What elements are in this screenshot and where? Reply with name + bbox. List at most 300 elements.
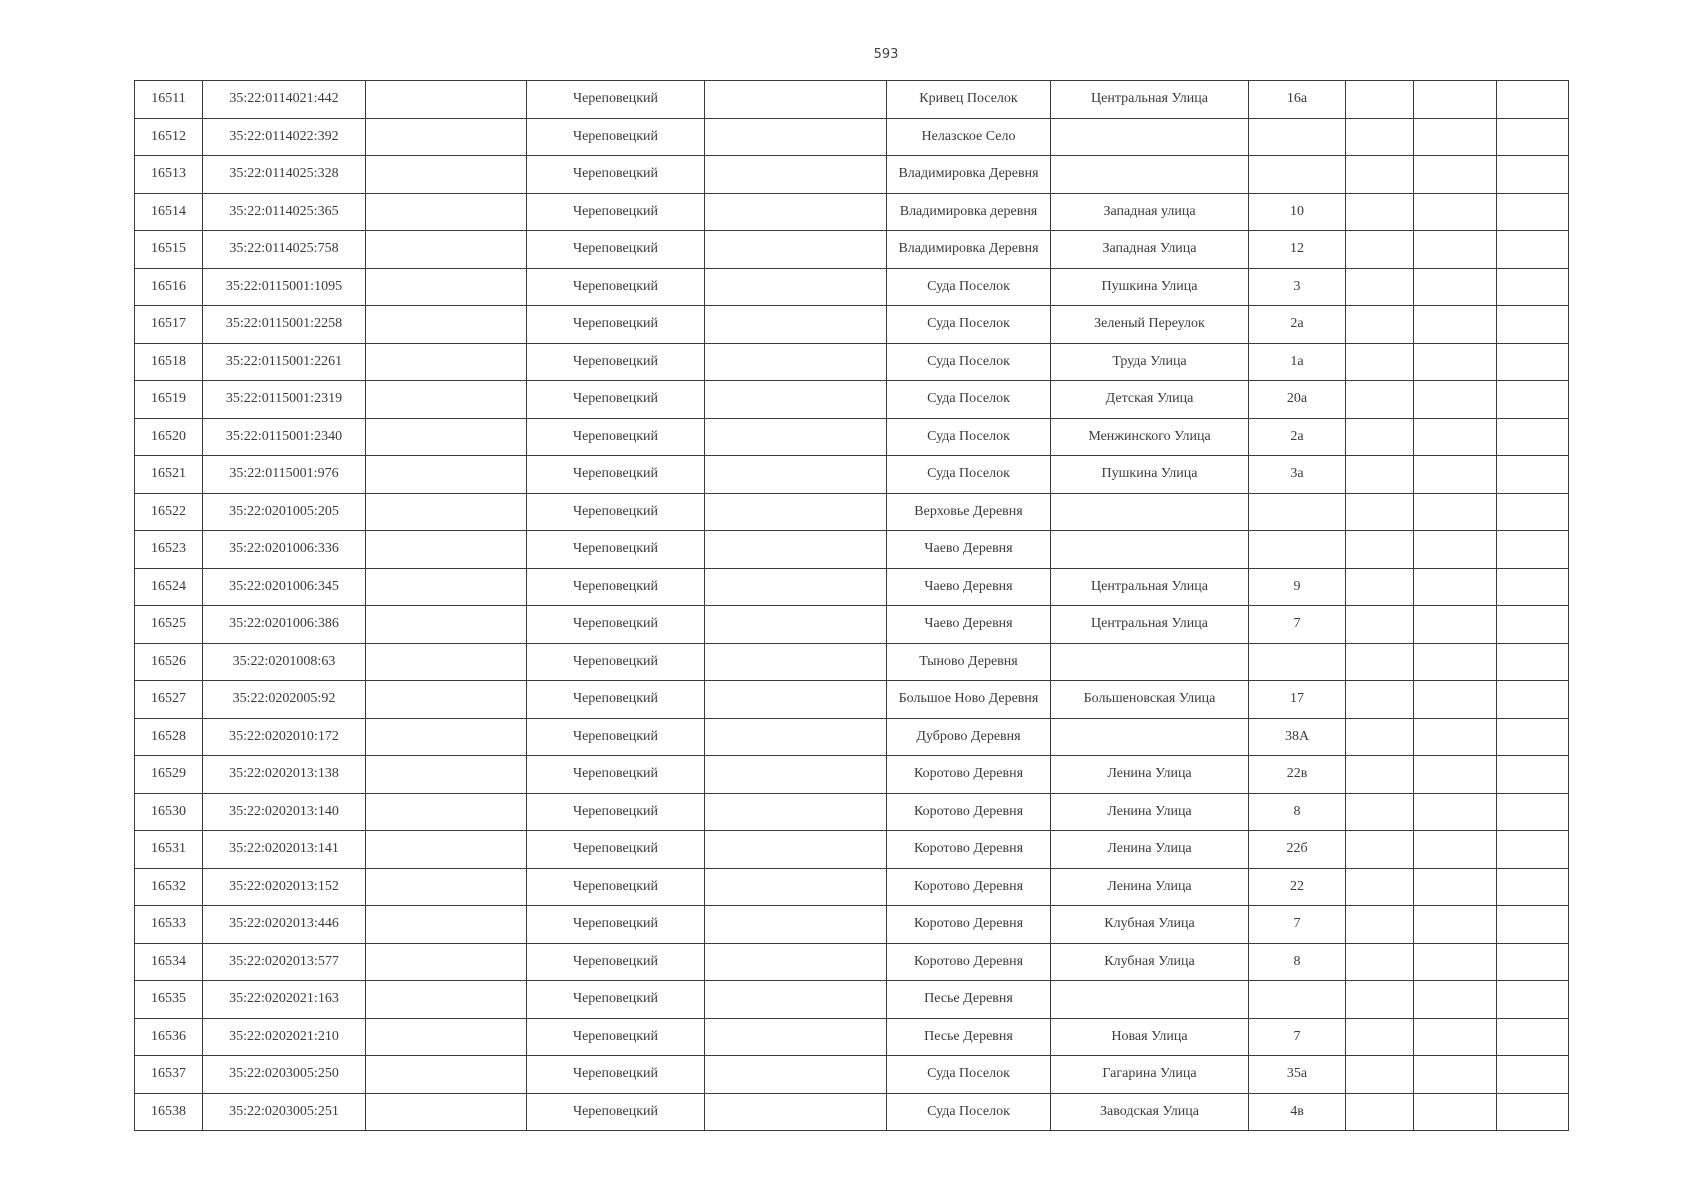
cell-locality: Суда Поселок xyxy=(887,381,1051,419)
cell-house: 9 xyxy=(1249,568,1346,606)
cell-empty xyxy=(1346,681,1414,719)
cell-street: Заводская Улица xyxy=(1051,1093,1249,1131)
cell-locality: Коротово Деревня xyxy=(887,868,1051,906)
cell-district: Череповецкий xyxy=(527,1093,705,1131)
cell-street xyxy=(1051,981,1249,1019)
cell-empty xyxy=(1497,1018,1569,1056)
cell-row-number: 16511 xyxy=(135,81,203,119)
cell-empty xyxy=(1346,156,1414,194)
cell-street xyxy=(1051,156,1249,194)
cell-locality: Чаево Деревня xyxy=(887,568,1051,606)
cell-empty xyxy=(1497,831,1569,869)
cell-cadastral-number: 35:22:0202013:152 xyxy=(203,868,366,906)
cell-locality: Коротово Деревня xyxy=(887,756,1051,794)
cell-empty xyxy=(1497,943,1569,981)
cell-empty xyxy=(705,1093,887,1131)
cell-row-number: 16521 xyxy=(135,456,203,494)
cell-house: 22 xyxy=(1249,868,1346,906)
cell-district: Череповецкий xyxy=(527,81,705,119)
cell-empty xyxy=(1497,81,1569,119)
table-row xyxy=(135,868,1569,906)
cell-row-number: 16525 xyxy=(135,606,203,644)
cell-cadastral-number: 35:22:0114022:392 xyxy=(203,118,366,156)
table-row xyxy=(135,268,1569,306)
cell-empty xyxy=(1497,418,1569,456)
cell-empty xyxy=(705,1056,887,1094)
cell-empty xyxy=(705,343,887,381)
cell-house: 3а xyxy=(1249,456,1346,494)
cell-street: Труда Улица xyxy=(1051,343,1249,381)
cell-house xyxy=(1249,531,1346,569)
cell-empty xyxy=(1346,643,1414,681)
cell-empty xyxy=(705,831,887,869)
cell-empty xyxy=(705,531,887,569)
page-number: 593 xyxy=(873,47,899,62)
cell-locality: Суда Поселок xyxy=(887,306,1051,344)
cell-house: 38А xyxy=(1249,718,1346,756)
cell-house: 8 xyxy=(1249,793,1346,831)
table-row xyxy=(135,906,1569,944)
cell-house: 4в xyxy=(1249,1093,1346,1131)
cell-empty xyxy=(1346,606,1414,644)
cell-row-number: 16530 xyxy=(135,793,203,831)
cell-street: Клубная Улица xyxy=(1051,906,1249,944)
cell-locality: Суда Поселок xyxy=(887,418,1051,456)
table-row xyxy=(135,193,1569,231)
cell-house: 22в xyxy=(1249,756,1346,794)
cell-empty xyxy=(705,868,887,906)
cell-empty xyxy=(1414,156,1497,194)
table-row xyxy=(135,718,1569,756)
cell-row-number: 16520 xyxy=(135,418,203,456)
cell-locality: Суда Поселок xyxy=(887,456,1051,494)
cell-empty xyxy=(1414,268,1497,306)
table-row xyxy=(135,681,1569,719)
cell-house: 1а xyxy=(1249,343,1346,381)
cell-empty xyxy=(705,418,887,456)
cell-house xyxy=(1249,118,1346,156)
cell-district: Череповецкий xyxy=(527,831,705,869)
cell-district: Череповецкий xyxy=(527,156,705,194)
cell-row-number: 16514 xyxy=(135,193,203,231)
cell-empty xyxy=(366,756,527,794)
cell-street: Ленина Улица xyxy=(1051,756,1249,794)
cell-empty xyxy=(1414,718,1497,756)
cell-district: Череповецкий xyxy=(527,756,705,794)
cell-street: Детская Улица xyxy=(1051,381,1249,419)
cell-district: Череповецкий xyxy=(527,643,705,681)
cell-empty xyxy=(366,156,527,194)
cell-house: 2а xyxy=(1249,418,1346,456)
cell-locality: Владимировка Деревня xyxy=(887,156,1051,194)
cell-district: Череповецкий xyxy=(527,568,705,606)
cell-house: 22б xyxy=(1249,831,1346,869)
cell-house: 10 xyxy=(1249,193,1346,231)
cell-empty xyxy=(1497,456,1569,494)
cell-street: Центральная Улица xyxy=(1051,606,1249,644)
cell-empty xyxy=(366,268,527,306)
cell-row-number: 16537 xyxy=(135,1056,203,1094)
cell-cadastral-number: 35:22:0114025:758 xyxy=(203,231,366,269)
cell-district: Череповецкий xyxy=(527,1056,705,1094)
cell-empty xyxy=(1497,606,1569,644)
cell-row-number: 16524 xyxy=(135,568,203,606)
cell-empty xyxy=(1346,831,1414,869)
cell-locality: Коротово Деревня xyxy=(887,906,1051,944)
cell-empty xyxy=(1414,81,1497,119)
cell-empty xyxy=(1414,531,1497,569)
cell-empty xyxy=(1346,118,1414,156)
cell-street: Менжинского Улица xyxy=(1051,418,1249,456)
cell-street: Клубная Улица xyxy=(1051,943,1249,981)
cell-street xyxy=(1051,643,1249,681)
cell-empty xyxy=(1346,1093,1414,1131)
cell-empty xyxy=(1497,568,1569,606)
cell-empty xyxy=(1414,756,1497,794)
cell-cadastral-number: 35:22:0202013:140 xyxy=(203,793,366,831)
cell-locality: Владимировка Деревня xyxy=(887,231,1051,269)
cell-cadastral-number: 35:22:0115001:1095 xyxy=(203,268,366,306)
table-row xyxy=(135,756,1569,794)
cell-empty xyxy=(366,193,527,231)
cell-empty xyxy=(1346,756,1414,794)
cell-district: Череповецкий xyxy=(527,531,705,569)
cell-district: Череповецкий xyxy=(527,418,705,456)
table-row xyxy=(135,1093,1569,1131)
cell-street: Ленина Улица xyxy=(1051,793,1249,831)
table-row xyxy=(135,118,1569,156)
cell-cadastral-number: 35:22:0115001:2258 xyxy=(203,306,366,344)
cell-empty xyxy=(705,1018,887,1056)
cell-empty xyxy=(705,231,887,269)
cell-empty xyxy=(705,981,887,1019)
cell-house xyxy=(1249,156,1346,194)
cell-locality: Чаево Деревня xyxy=(887,531,1051,569)
cell-street: Западная улица xyxy=(1051,193,1249,231)
cell-cadastral-number: 35:22:0202010:172 xyxy=(203,718,366,756)
cell-empty xyxy=(1414,868,1497,906)
table-row xyxy=(135,1056,1569,1094)
cell-empty xyxy=(1497,306,1569,344)
cell-district: Череповецкий xyxy=(527,456,705,494)
cell-cadastral-number: 35:22:0201005:205 xyxy=(203,493,366,531)
cell-locality: Коротово Деревня xyxy=(887,831,1051,869)
cell-empty xyxy=(366,943,527,981)
cell-empty xyxy=(366,418,527,456)
cell-locality: Кривец Поселок xyxy=(887,81,1051,119)
cell-street: Центральная Улица xyxy=(1051,81,1249,119)
cell-row-number: 16522 xyxy=(135,493,203,531)
table-row xyxy=(135,1018,1569,1056)
cell-empty xyxy=(1414,306,1497,344)
table-row xyxy=(135,343,1569,381)
cell-empty xyxy=(705,456,887,494)
cell-locality: Большое Ново Деревня xyxy=(887,681,1051,719)
cell-empty xyxy=(1414,418,1497,456)
cell-locality: Чаево Деревня xyxy=(887,606,1051,644)
cell-empty xyxy=(1414,231,1497,269)
cell-house: 7 xyxy=(1249,906,1346,944)
cell-row-number: 16534 xyxy=(135,943,203,981)
cell-street xyxy=(1051,531,1249,569)
cell-district: Череповецкий xyxy=(527,981,705,1019)
cell-empty xyxy=(366,1093,527,1131)
cell-locality: Суда Поселок xyxy=(887,1056,1051,1094)
cell-empty xyxy=(1346,906,1414,944)
cell-empty xyxy=(1414,906,1497,944)
table-row xyxy=(135,381,1569,419)
cell-row-number: 16523 xyxy=(135,531,203,569)
cell-row-number: 16529 xyxy=(135,756,203,794)
cell-empty xyxy=(1497,493,1569,531)
cell-empty xyxy=(705,793,887,831)
cell-street xyxy=(1051,118,1249,156)
cell-empty xyxy=(1497,381,1569,419)
cell-district: Череповецкий xyxy=(527,868,705,906)
cell-district: Череповецкий xyxy=(527,118,705,156)
cell-empty xyxy=(705,718,887,756)
cell-empty xyxy=(1346,793,1414,831)
cell-locality: Песье Деревня xyxy=(887,981,1051,1019)
cell-row-number: 16513 xyxy=(135,156,203,194)
cell-locality: Суда Поселок xyxy=(887,1093,1051,1131)
cell-street: Центральная Улица xyxy=(1051,568,1249,606)
cell-empty xyxy=(1497,793,1569,831)
table-row xyxy=(135,531,1569,569)
cell-house xyxy=(1249,643,1346,681)
cell-house: 17 xyxy=(1249,681,1346,719)
cell-empty xyxy=(1414,493,1497,531)
cell-empty xyxy=(1414,643,1497,681)
cell-empty xyxy=(1497,531,1569,569)
cell-empty xyxy=(1346,493,1414,531)
cell-row-number: 16533 xyxy=(135,906,203,944)
cell-empty xyxy=(705,193,887,231)
cell-empty xyxy=(1497,868,1569,906)
cell-cadastral-number: 35:22:0202013:446 xyxy=(203,906,366,944)
cell-street: Гагарина Улица xyxy=(1051,1056,1249,1094)
cell-empty xyxy=(705,643,887,681)
cell-cadastral-number: 35:22:0115001:976 xyxy=(203,456,366,494)
cell-row-number: 16527 xyxy=(135,681,203,719)
cell-district: Череповецкий xyxy=(527,606,705,644)
cell-cadastral-number: 35:22:0202021:163 xyxy=(203,981,366,1019)
cell-empty xyxy=(1346,718,1414,756)
cell-cadastral-number: 35:22:0202013:138 xyxy=(203,756,366,794)
cell-empty xyxy=(366,231,527,269)
cell-district: Череповецкий xyxy=(527,793,705,831)
cell-empty xyxy=(705,81,887,119)
cell-cadastral-number: 35:22:0114025:328 xyxy=(203,156,366,194)
table-row xyxy=(135,606,1569,644)
cell-empty xyxy=(1414,1093,1497,1131)
table-row xyxy=(135,306,1569,344)
cell-empty xyxy=(1414,568,1497,606)
cell-empty xyxy=(366,831,527,869)
cell-empty xyxy=(705,606,887,644)
cell-empty xyxy=(1497,681,1569,719)
cell-empty xyxy=(366,906,527,944)
cell-empty xyxy=(1497,1093,1569,1131)
cell-empty xyxy=(1414,681,1497,719)
table-row xyxy=(135,231,1569,269)
cell-row-number: 16512 xyxy=(135,118,203,156)
cell-empty xyxy=(366,868,527,906)
cell-locality: Коротово Деревня xyxy=(887,943,1051,981)
cell-district: Череповецкий xyxy=(527,343,705,381)
cell-empty xyxy=(1497,268,1569,306)
cell-street: Западная Улица xyxy=(1051,231,1249,269)
cell-street xyxy=(1051,718,1249,756)
cell-empty xyxy=(366,343,527,381)
table-row xyxy=(135,793,1569,831)
cell-empty xyxy=(1497,343,1569,381)
cell-empty xyxy=(1346,268,1414,306)
cell-house: 7 xyxy=(1249,1018,1346,1056)
cell-empty xyxy=(1346,418,1414,456)
cell-empty xyxy=(1497,156,1569,194)
cell-empty xyxy=(1346,531,1414,569)
cell-cadastral-number: 35:22:0115001:2340 xyxy=(203,418,366,456)
cell-empty xyxy=(1414,118,1497,156)
cell-cadastral-number: 35:22:0201006:345 xyxy=(203,568,366,606)
cell-empty xyxy=(1414,456,1497,494)
cell-cadastral-number: 35:22:0203005:250 xyxy=(203,1056,366,1094)
cell-empty xyxy=(1346,81,1414,119)
cell-empty xyxy=(366,643,527,681)
cell-street: Зеленый Переулок xyxy=(1051,306,1249,344)
cell-empty xyxy=(1346,1056,1414,1094)
cell-row-number: 16526 xyxy=(135,643,203,681)
cell-empty xyxy=(705,681,887,719)
cell-empty xyxy=(366,81,527,119)
cell-empty xyxy=(1346,981,1414,1019)
cell-street: Новая Улица xyxy=(1051,1018,1249,1056)
cell-district: Череповецкий xyxy=(527,381,705,419)
table-row xyxy=(135,81,1569,119)
cell-district: Череповецкий xyxy=(527,1018,705,1056)
cell-house: 12 xyxy=(1249,231,1346,269)
cell-empty xyxy=(1497,118,1569,156)
cell-locality: Дуброво Деревня xyxy=(887,718,1051,756)
cell-empty xyxy=(705,756,887,794)
cell-row-number: 16535 xyxy=(135,981,203,1019)
cell-empty xyxy=(1346,343,1414,381)
cell-district: Череповецкий xyxy=(527,906,705,944)
cell-house xyxy=(1249,981,1346,1019)
cell-empty xyxy=(705,306,887,344)
cell-empty xyxy=(1414,1056,1497,1094)
table-row xyxy=(135,418,1569,456)
cell-empty xyxy=(366,456,527,494)
cell-street xyxy=(1051,493,1249,531)
cell-district: Череповецкий xyxy=(527,306,705,344)
cell-empty xyxy=(366,381,527,419)
cell-empty xyxy=(705,493,887,531)
cell-district: Череповецкий xyxy=(527,193,705,231)
cell-empty xyxy=(1346,231,1414,269)
cell-empty xyxy=(705,118,887,156)
cell-empty xyxy=(1414,831,1497,869)
cell-row-number: 16538 xyxy=(135,1093,203,1131)
cell-cadastral-number: 35:22:0202013:141 xyxy=(203,831,366,869)
cell-empty xyxy=(1346,868,1414,906)
cell-empty xyxy=(366,606,527,644)
cell-empty xyxy=(366,793,527,831)
cell-locality: Нелазское Село xyxy=(887,118,1051,156)
cell-empty xyxy=(1346,381,1414,419)
table-row xyxy=(135,156,1569,194)
cell-empty xyxy=(1414,193,1497,231)
registry-table-body xyxy=(135,81,1569,1131)
cell-empty xyxy=(1346,1018,1414,1056)
cell-house: 7 xyxy=(1249,606,1346,644)
cell-empty xyxy=(366,568,527,606)
cell-cadastral-number: 35:22:0115001:2319 xyxy=(203,381,366,419)
table-row xyxy=(135,981,1569,1019)
cell-house: 20а xyxy=(1249,381,1346,419)
cell-empty xyxy=(1497,643,1569,681)
cell-cadastral-number: 35:22:0202005:92 xyxy=(203,681,366,719)
cell-row-number: 16515 xyxy=(135,231,203,269)
cell-empty xyxy=(366,718,527,756)
cell-empty xyxy=(1497,1056,1569,1094)
cell-row-number: 16531 xyxy=(135,831,203,869)
cell-empty xyxy=(366,1056,527,1094)
cell-row-number: 16528 xyxy=(135,718,203,756)
cell-locality: Коротово Деревня xyxy=(887,793,1051,831)
cell-house: 16а xyxy=(1249,81,1346,119)
cell-street: Пушкина Улица xyxy=(1051,268,1249,306)
table-row xyxy=(135,831,1569,869)
cell-district: Череповецкий xyxy=(527,493,705,531)
cell-empty xyxy=(1346,568,1414,606)
table-row xyxy=(135,493,1569,531)
cell-empty xyxy=(1414,343,1497,381)
cell-empty xyxy=(1414,793,1497,831)
cell-empty xyxy=(1497,718,1569,756)
cell-cadastral-number: 35:22:0114025:365 xyxy=(203,193,366,231)
cell-house: 2а xyxy=(1249,306,1346,344)
cell-empty xyxy=(1497,981,1569,1019)
cell-empty xyxy=(366,1018,527,1056)
cell-empty xyxy=(705,381,887,419)
cell-cadastral-number: 35:22:0201006:336 xyxy=(203,531,366,569)
cell-row-number: 16517 xyxy=(135,306,203,344)
table-row xyxy=(135,568,1569,606)
cell-empty xyxy=(1414,943,1497,981)
registry-table xyxy=(134,80,1569,1131)
cell-empty xyxy=(1497,756,1569,794)
cell-empty xyxy=(366,306,527,344)
cell-empty xyxy=(1414,1018,1497,1056)
cell-cadastral-number: 35:22:0203005:251 xyxy=(203,1093,366,1131)
cell-district: Череповецкий xyxy=(527,268,705,306)
cell-locality: Песье Деревня xyxy=(887,1018,1051,1056)
cell-empty xyxy=(1346,306,1414,344)
cell-row-number: 16536 xyxy=(135,1018,203,1056)
cell-cadastral-number: 35:22:0201008:63 xyxy=(203,643,366,681)
cell-row-number: 16518 xyxy=(135,343,203,381)
cell-district: Череповецкий xyxy=(527,718,705,756)
cell-district: Череповецкий xyxy=(527,943,705,981)
cell-empty xyxy=(705,568,887,606)
cell-district: Череповецкий xyxy=(527,231,705,269)
cell-empty xyxy=(1414,381,1497,419)
cell-empty xyxy=(1497,193,1569,231)
cell-house: 8 xyxy=(1249,943,1346,981)
cell-cadastral-number: 35:22:0202021:210 xyxy=(203,1018,366,1056)
